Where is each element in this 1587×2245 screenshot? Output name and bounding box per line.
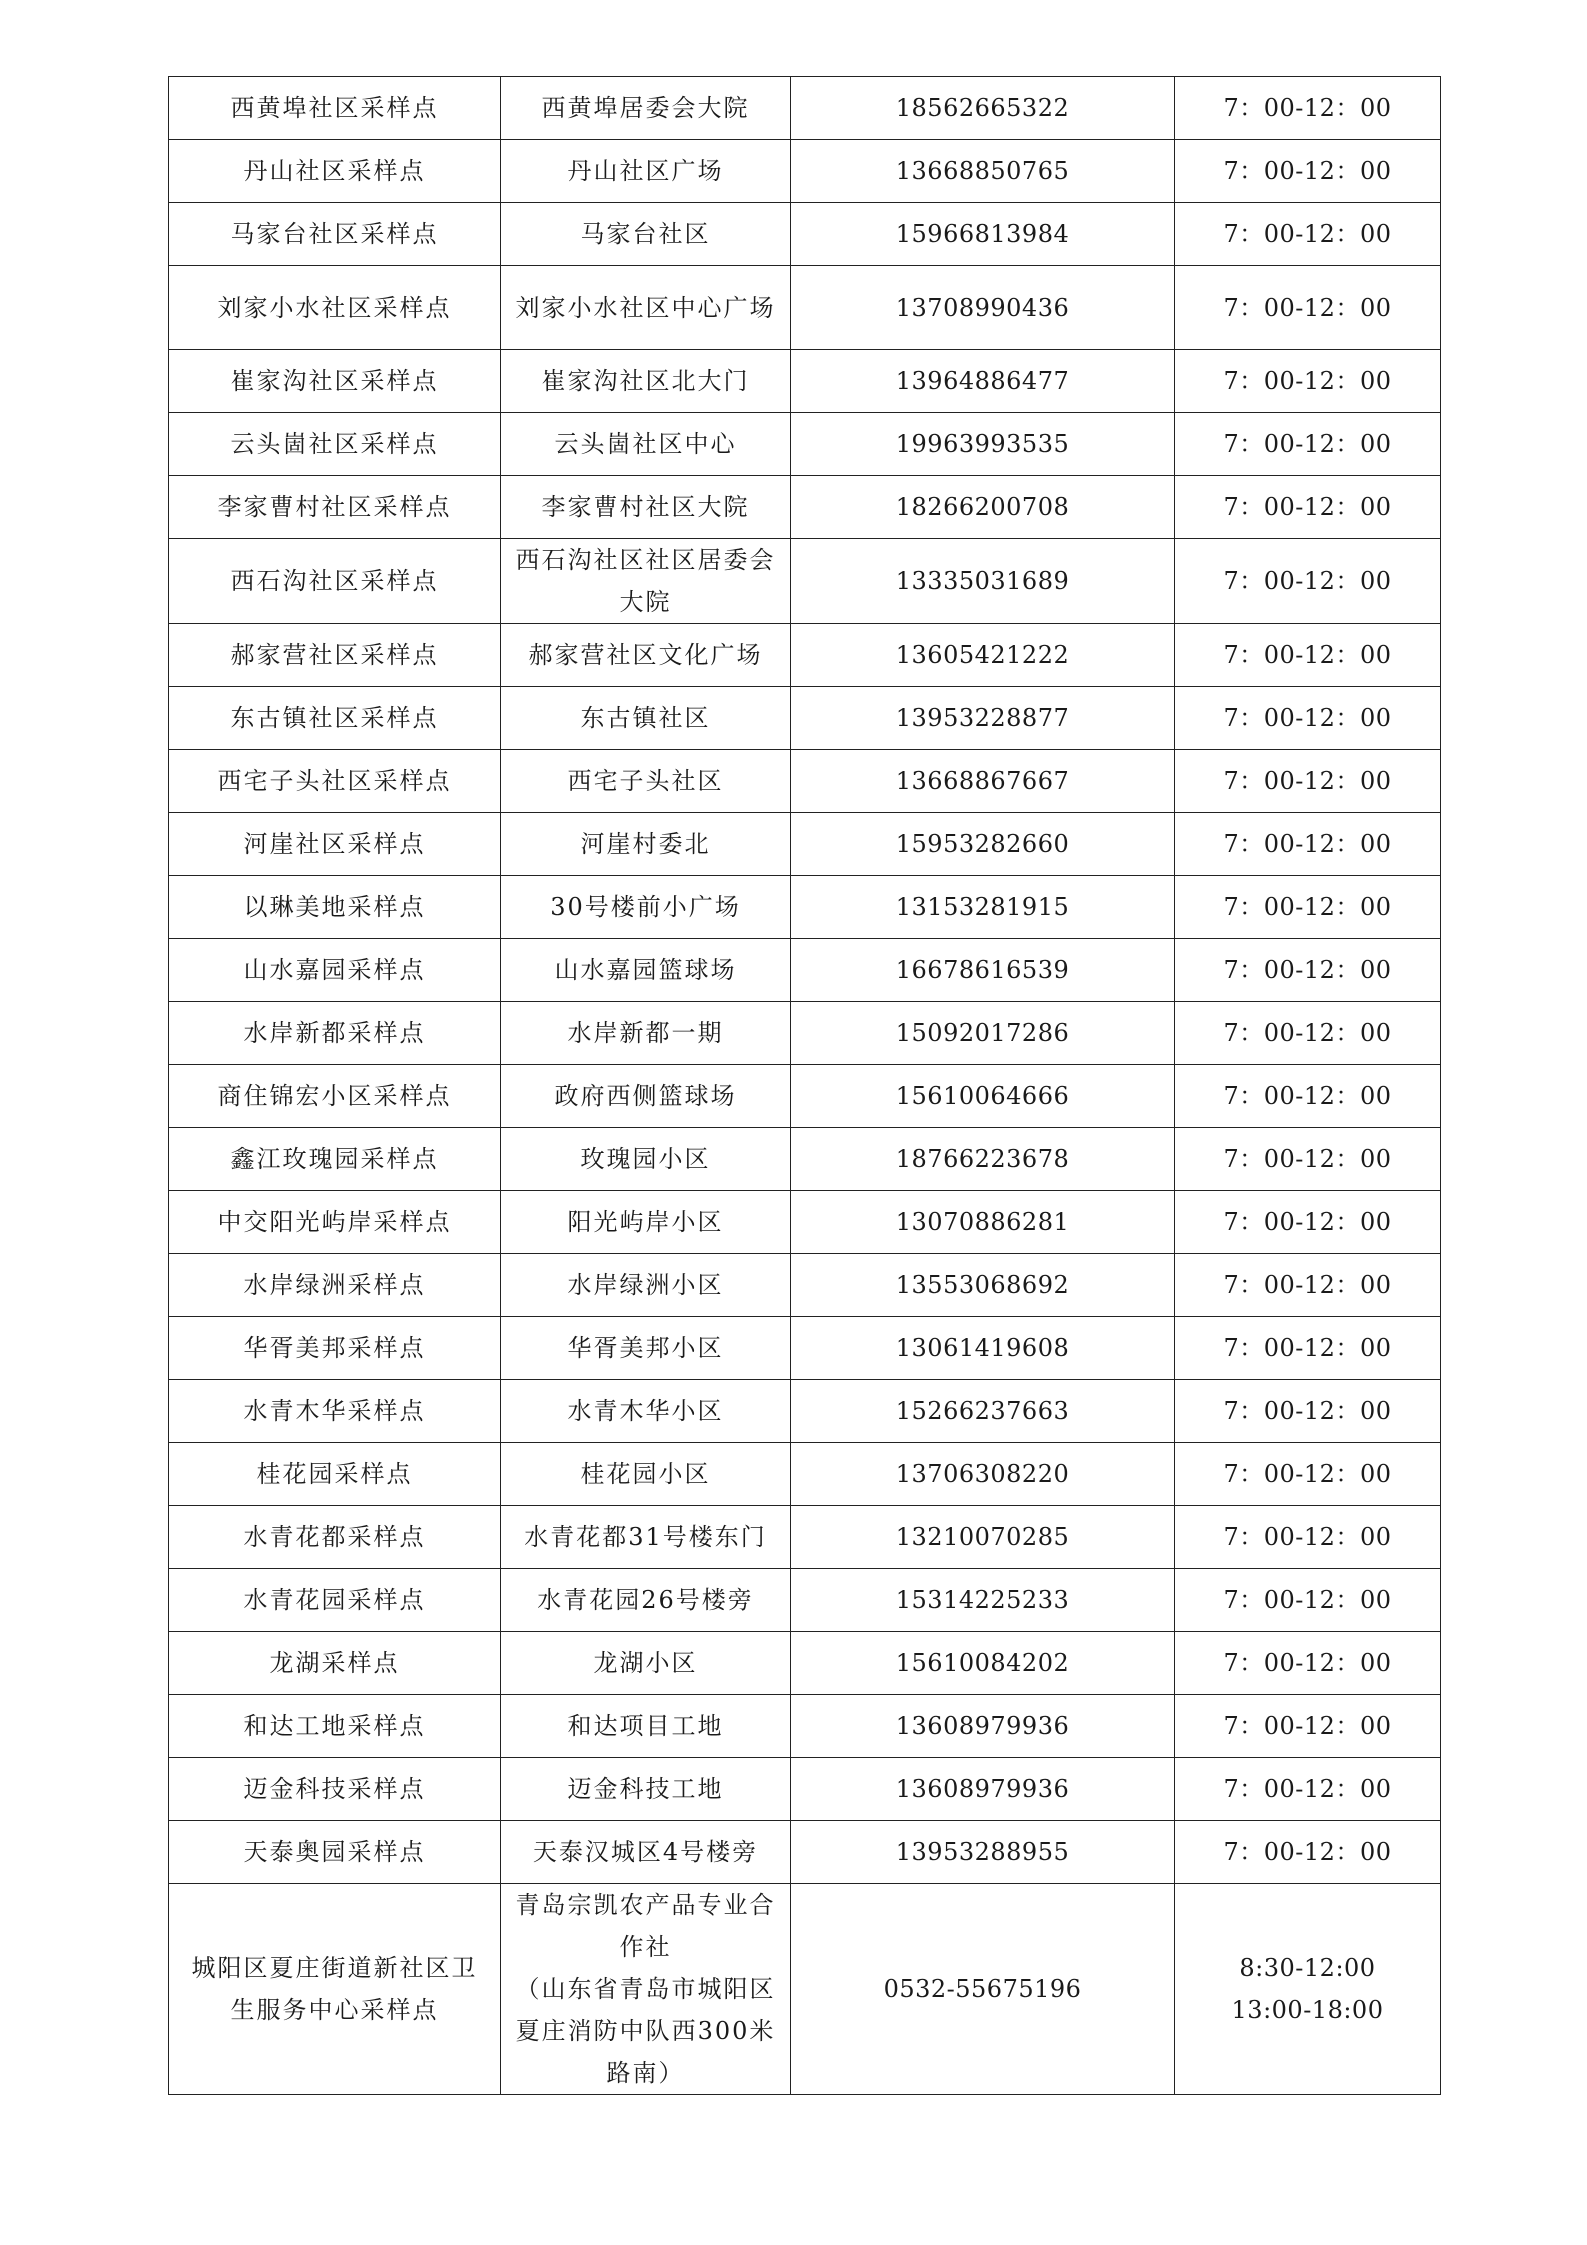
hours-cell: 7：00-12：00 [1175, 1695, 1441, 1758]
table-row [169, 1443, 1441, 1506]
phone-cell: 18766223678 [791, 1128, 1175, 1191]
table-row [169, 1065, 1441, 1128]
hours-cell: 7：00-12：00 [1175, 1380, 1441, 1443]
location-cell: 东古镇社区 [501, 687, 791, 750]
site-name-cell: 以琳美地采样点 [169, 876, 501, 939]
site-name-cell: 东古镇社区采样点 [169, 687, 501, 750]
location-cell: 河崖村委北 [501, 813, 791, 876]
phone-cell: 13153281915 [791, 876, 1175, 939]
hours-cell: 7：00-12：00 [1175, 876, 1441, 939]
location-address: （山东省青岛市城阳区夏庄消防中队西300米路南） [515, 1975, 776, 2087]
hours-cell: 7：00-12：00 [1175, 1758, 1441, 1821]
table-row [169, 1191, 1441, 1254]
table-body [169, 77, 1441, 2095]
sampling-sites-table [168, 76, 1441, 2095]
hours-cell: 7：00-12：00 [1175, 1317, 1441, 1380]
phone-cell: 13953228877 [791, 687, 1175, 750]
site-name-cell: 崔家沟社区采样点 [169, 350, 501, 413]
location-cell: 30号楼前小广场 [501, 876, 791, 939]
phone-cell: 13706308220 [791, 1443, 1175, 1506]
table-row [169, 77, 1441, 140]
hours-cell: 7：00-12：00 [1175, 1506, 1441, 1569]
phone-cell: 0532-55675196 [791, 1884, 1175, 2095]
phone-cell: 13553068692 [791, 1254, 1175, 1317]
location-cell: 阳光屿岸小区 [501, 1191, 791, 1254]
table-row [169, 1128, 1441, 1191]
hours-cell: 7：00-12：00 [1175, 350, 1441, 413]
hours-cell [1175, 1884, 1441, 2095]
location-cell: 华胥美邦小区 [501, 1317, 791, 1380]
hours-cell: 7：00-12：00 [1175, 539, 1441, 624]
table-row [169, 413, 1441, 476]
hours-cell: 7：00-12：00 [1175, 266, 1441, 350]
hours-cell: 7：00-12：00 [1175, 140, 1441, 203]
table-row [169, 1569, 1441, 1632]
phone-cell: 15966813984 [791, 203, 1175, 266]
site-name-cell: 山水嘉园采样点 [169, 939, 501, 1002]
hours-cell: 7：00-12：00 [1175, 77, 1441, 140]
site-name-cell: 城阳区夏庄街道新社区卫生服务中心采样点 [169, 1884, 501, 2095]
phone-cell: 13953288955 [791, 1821, 1175, 1884]
table-row [169, 1380, 1441, 1443]
phone-cell: 13608979936 [791, 1695, 1175, 1758]
phone-cell: 13210070285 [791, 1506, 1175, 1569]
table-row [169, 539, 1441, 624]
hours-cell: 7：00-12：00 [1175, 1632, 1441, 1695]
location-cell: 西黄埠居委会大院 [501, 77, 791, 140]
hours-morning: 8:30-12:00 [1239, 1954, 1376, 1982]
table-row [169, 939, 1441, 1002]
table-row [169, 750, 1441, 813]
site-name-cell: 西石沟社区采样点 [169, 539, 501, 624]
table-row [169, 1758, 1441, 1821]
table-row [169, 1317, 1441, 1380]
location-cell: 水青花都31号楼东门 [501, 1506, 791, 1569]
site-name-cell: 鑫江玫瑰园采样点 [169, 1128, 501, 1191]
phone-cell: 13070886281 [791, 1191, 1175, 1254]
site-name-cell: 水岸新都采样点 [169, 1002, 501, 1065]
location-cell: 西石沟社区社区居委会大院 [501, 539, 791, 624]
site-name-cell: 河崖社区采样点 [169, 813, 501, 876]
site-name-cell: 云头崮社区采样点 [169, 413, 501, 476]
hours-cell: 7：00-12：00 [1175, 1254, 1441, 1317]
site-name-cell: 中交阳光屿岸采样点 [169, 1191, 501, 1254]
location-cell: 迈金科技工地 [501, 1758, 791, 1821]
site-name-cell: 李家曹村社区采样点 [169, 476, 501, 539]
hours-cell: 7：00-12：00 [1175, 1569, 1441, 1632]
table-row [169, 350, 1441, 413]
hours-cell: 7：00-12：00 [1175, 203, 1441, 266]
location-cell: 郝家营社区文化广场 [501, 624, 791, 687]
site-name-cell: 天泰奥园采样点 [169, 1821, 501, 1884]
phone-cell: 15610084202 [791, 1632, 1175, 1695]
site-name-cell: 桂花园采样点 [169, 1443, 501, 1506]
location-cell: 和达项目工地 [501, 1695, 791, 1758]
table-row [169, 1632, 1441, 1695]
location-cell: 水青木华小区 [501, 1380, 791, 1443]
table-row [169, 1254, 1441, 1317]
hours-cell: 7：00-12：00 [1175, 813, 1441, 876]
site-name-cell: 马家台社区采样点 [169, 203, 501, 266]
phone-cell: 15610064666 [791, 1065, 1175, 1128]
hours-cell: 7：00-12：00 [1175, 687, 1441, 750]
site-name-cell: 龙湖采样点 [169, 1632, 501, 1695]
hours-cell: 7：00-12：00 [1175, 624, 1441, 687]
location-cell [501, 1884, 791, 2095]
phone-cell: 15266237663 [791, 1380, 1175, 1443]
table-row [169, 687, 1441, 750]
site-name-cell: 迈金科技采样点 [169, 1758, 501, 1821]
table-row [169, 876, 1441, 939]
hours-cell: 7：00-12：00 [1175, 939, 1441, 1002]
location-cell: 玫瑰园小区 [501, 1128, 791, 1191]
location-name: 青岛宗凯农产品专业合作社 [515, 1891, 776, 1961]
table-row [169, 1884, 1441, 2095]
phone-cell: 13708990436 [791, 266, 1175, 350]
location-cell: 云头崮社区中心 [501, 413, 791, 476]
phone-cell: 13061419608 [791, 1317, 1175, 1380]
table-row [169, 266, 1441, 350]
site-name-cell: 西宅子头社区采样点 [169, 750, 501, 813]
hours-cell: 7：00-12：00 [1175, 1191, 1441, 1254]
hours-cell: 7：00-12：00 [1175, 1821, 1441, 1884]
site-name-cell: 水青花都采样点 [169, 1506, 501, 1569]
location-cell: 马家台社区 [501, 203, 791, 266]
location-cell: 山水嘉园篮球场 [501, 939, 791, 1002]
phone-cell: 19963993535 [791, 413, 1175, 476]
location-cell: 丹山社区广场 [501, 140, 791, 203]
location-cell: 崔家沟社区北大门 [501, 350, 791, 413]
phone-cell: 18562665322 [791, 77, 1175, 140]
table-row [169, 476, 1441, 539]
hours-afternoon: 13:00-18:00 [1231, 1996, 1384, 2024]
phone-cell: 13605421222 [791, 624, 1175, 687]
table-row [169, 1821, 1441, 1884]
table-row [169, 140, 1441, 203]
phone-cell: 13335031689 [791, 539, 1175, 624]
location-cell: 李家曹村社区大院 [501, 476, 791, 539]
table-row [169, 813, 1441, 876]
location-cell: 桂花园小区 [501, 1443, 791, 1506]
site-name-cell: 商住锦宏小区采样点 [169, 1065, 501, 1128]
phone-cell: 13668850765 [791, 140, 1175, 203]
hours-cell: 7：00-12：00 [1175, 413, 1441, 476]
table-row [169, 1506, 1441, 1569]
location-cell: 西宅子头社区 [501, 750, 791, 813]
site-name-cell: 西黄埠社区采样点 [169, 77, 501, 140]
site-name-cell: 郝家营社区采样点 [169, 624, 501, 687]
phone-cell: 15314225233 [791, 1569, 1175, 1632]
table-row [169, 203, 1441, 266]
location-cell: 龙湖小区 [501, 1632, 791, 1695]
table-row [169, 624, 1441, 687]
location-cell: 水岸新都一期 [501, 1002, 791, 1065]
site-name-cell: 和达工地采样点 [169, 1695, 501, 1758]
site-name-cell: 刘家小水社区采样点 [169, 266, 501, 350]
hours-cell: 7：00-12：00 [1175, 1002, 1441, 1065]
phone-cell: 13668867667 [791, 750, 1175, 813]
location-cell: 政府西侧篮球场 [501, 1065, 791, 1128]
table-row [169, 1002, 1441, 1065]
phone-cell: 16678616539 [791, 939, 1175, 1002]
phone-cell: 15092017286 [791, 1002, 1175, 1065]
location-cell: 刘家小水社区中心广场 [501, 266, 791, 350]
hours-cell: 7：00-12：00 [1175, 476, 1441, 539]
phone-cell: 13964886477 [791, 350, 1175, 413]
phone-cell: 13608979936 [791, 1758, 1175, 1821]
hours-cell: 7：00-12：00 [1175, 1443, 1441, 1506]
site-name-cell: 水岸绿洲采样点 [169, 1254, 501, 1317]
location-cell: 水岸绿洲小区 [501, 1254, 791, 1317]
phone-cell: 18266200708 [791, 476, 1175, 539]
hours-cell: 7：00-12：00 [1175, 1065, 1441, 1128]
phone-cell: 15953282660 [791, 813, 1175, 876]
site-name-cell: 丹山社区采样点 [169, 140, 501, 203]
hours-cell: 7：00-12：00 [1175, 750, 1441, 813]
hours-cell: 7：00-12：00 [1175, 1128, 1441, 1191]
location-cell: 水青花园26号楼旁 [501, 1569, 791, 1632]
site-name-cell: 水青花园采样点 [169, 1569, 501, 1632]
table-row [169, 1695, 1441, 1758]
site-name-cell: 华胥美邦采样点 [169, 1317, 501, 1380]
location-cell: 天泰汉城区4号楼旁 [501, 1821, 791, 1884]
site-name-cell: 水青木华采样点 [169, 1380, 501, 1443]
